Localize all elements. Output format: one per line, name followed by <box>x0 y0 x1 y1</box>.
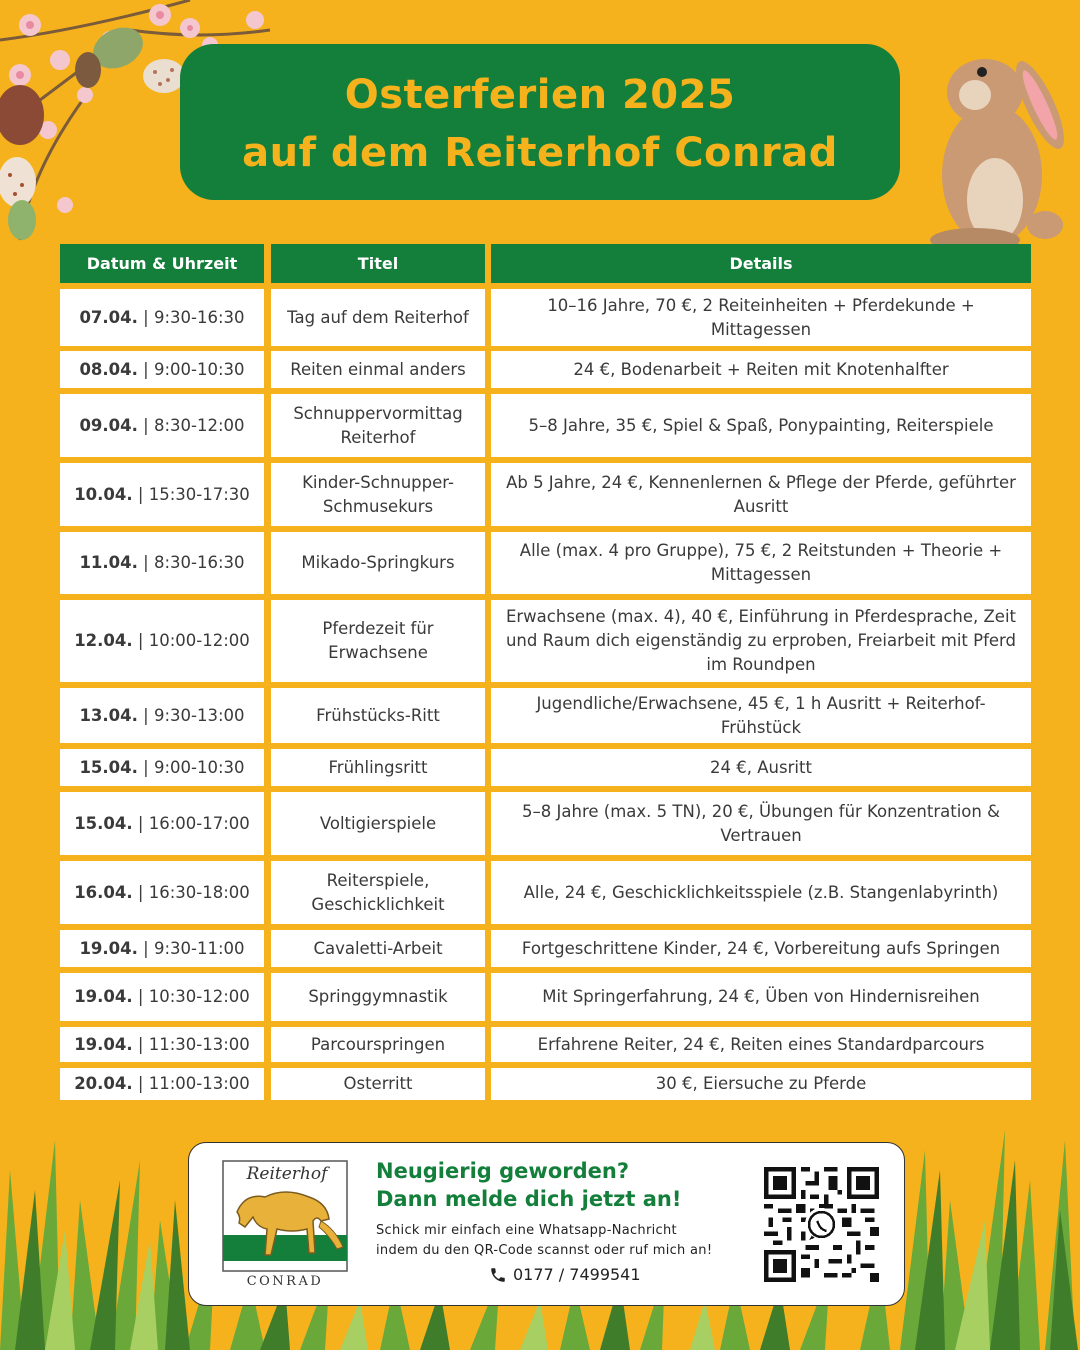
date: 19.04. <box>79 938 138 958</box>
contact-card <box>188 1142 905 1306</box>
page-title: Osterferien 2025 <box>344 72 736 118</box>
date: 08.04. <box>79 359 138 379</box>
date: 11.04. <box>79 553 138 572</box>
phone-icon <box>489 1266 507 1284</box>
time: | 9:30-13:00 <box>143 705 245 725</box>
date: 12.04. <box>74 631 133 650</box>
date-time-cell <box>60 532 264 594</box>
details-cell: Mit Springerfahrung, 24 €, Üben von Hindernisreihen <box>491 973 1031 1021</box>
phone-number[interactable]: 0177 / 7499541 <box>513 1265 641 1284</box>
date-time-cell <box>60 861 264 924</box>
reiterhof-conrad-logo <box>217 1157 352 1289</box>
title-cell: Cavaletti-Arbeit <box>271 930 485 967</box>
date: 15.04. <box>79 757 138 777</box>
table-row <box>60 1027 1031 1062</box>
details-cell: 30 €, Eiersuche zu Pferde <box>491 1068 1031 1100</box>
date-time-cell <box>60 351 264 388</box>
title-cell: Pferdezeit für Erwachsene <box>271 600 485 682</box>
date-time-cell <box>60 792 264 855</box>
table-row <box>60 394 1031 457</box>
date: 19.04. <box>74 1034 133 1054</box>
logo-bottom-text: CONRAD <box>246 1274 324 1289</box>
details-cell: Jugendliche/Erwachsene, 45 €, 1 h Ausritt + Reiterhof-Frühstück <box>491 688 1031 743</box>
time: | 11:30-13:00 <box>137 1034 250 1054</box>
details-cell: Fortgeschrittene Kinder, 24 €, Vorbereitung aufs Springen <box>491 930 1031 967</box>
title-cell: Voltigierspiele <box>271 792 485 855</box>
column-header-date: Datum & Uhrzeit <box>60 244 264 283</box>
details-cell: Erfahrene Reiter, 24 €, Reiten eines Standardparcours <box>491 1027 1031 1062</box>
table-row <box>60 532 1031 594</box>
date-time-cell <box>60 688 264 743</box>
details-cell: 10–16 Jahre, 70 €, 2 Reiteinheiten + Pferdekunde + Mittagessen <box>491 289 1031 346</box>
table-row <box>60 463 1031 526</box>
table-row <box>60 973 1031 1021</box>
details-cell: 24 €, Ausritt <box>491 749 1031 786</box>
date-time-cell <box>60 973 264 1021</box>
date: 15.04. <box>74 813 133 833</box>
logo-top-text: Reiterhof <box>246 1164 328 1184</box>
cta-headline: Neugierig geworden? <box>376 1159 630 1183</box>
date: 13.04. <box>79 705 138 725</box>
time: | 9:30-11:00 <box>143 938 245 958</box>
date-time-cell <box>60 1027 264 1062</box>
title-banner <box>180 44 900 200</box>
date-time-cell <box>60 749 264 786</box>
time: | 10:00-12:00 <box>137 631 250 650</box>
time: | 11:00-13:00 <box>137 1074 250 1093</box>
title-cell: Schnuppervormittag Reiterhof <box>271 394 485 457</box>
table-row <box>60 289 1031 346</box>
time: | 15:30-17:30 <box>137 484 250 504</box>
date-time-cell <box>60 1068 264 1100</box>
details-cell: 24 €, Bodenarbeit + Reiten mit Knotenhalfter <box>491 351 1031 388</box>
title-cell: Osterritt <box>271 1068 485 1100</box>
time: | 16:30-18:00 <box>137 882 250 902</box>
time: | 9:00-10:30 <box>143 359 245 379</box>
date-time-cell <box>60 463 264 526</box>
time: | 9:30-16:30 <box>143 307 245 327</box>
phone-contact[interactable] <box>489 1265 641 1284</box>
table-row <box>60 1068 1031 1100</box>
title-cell: Tag auf dem Reiterhof <box>271 289 485 346</box>
date: 19.04. <box>74 987 133 1006</box>
table-row <box>60 600 1031 682</box>
date: 10.04. <box>74 484 133 504</box>
table-row <box>60 749 1031 786</box>
title-cell: Springgymnastik <box>271 973 485 1021</box>
details-cell: 5–8 Jahre, 35 €, Spiel & Spaß, Ponypainting, Reiterspiele <box>491 394 1031 457</box>
column-header-title: Titel <box>271 244 485 283</box>
title-cell: Frühlingsritt <box>271 749 485 786</box>
title-cell: Parcourspringen <box>271 1027 485 1062</box>
title-cell: Reiterspiele, Geschicklichkeit <box>271 861 485 924</box>
title-cell: Reiten einmal anders <box>271 351 485 388</box>
qr-code[interactable] <box>764 1167 879 1282</box>
date: 16.04. <box>74 882 133 902</box>
table-row <box>60 792 1031 855</box>
column-header-details: Details <box>491 244 1031 283</box>
table-row <box>60 930 1031 967</box>
details-cell: Erwachsene (max. 4), 40 €, Einführung in Pferdesprache, Zeit und Raum dich eigenständig zu erproben, Freiarbeit mit Pferd im Roundpen <box>491 600 1031 682</box>
bunny-illustration <box>920 40 1070 255</box>
table-row <box>60 351 1031 388</box>
table-row <box>60 861 1031 924</box>
cta-subheadline: Dann melde dich jetzt an! <box>376 1187 682 1211</box>
title-cell: Frühstücks-Ritt <box>271 688 485 743</box>
details-cell: Alle (max. 4 pro Gruppe), 75 €, 2 Reitstunden + Theorie + Mittagessen <box>491 532 1031 594</box>
date-time-cell <box>60 289 264 346</box>
time: | 8:30-16:30 <box>143 553 245 572</box>
date: 07.04. <box>79 307 138 327</box>
title-cell: Mikado-Springkurs <box>271 532 485 594</box>
date: 20.04. <box>74 1074 133 1093</box>
whatsapp-icon <box>805 1208 838 1241</box>
title-cell: Kinder-Schnupper-Schmusekurs <box>271 463 485 526</box>
cta-body-text: Schick mir einfach eine Whatsapp-Nachricht indem du den QR-Code scannst oder ruf mich an! <box>376 1223 713 1258</box>
details-cell: Ab 5 Jahre, 24 €, Kennenlernen & Pflege der Pferde, geführter Ausritt <box>491 463 1031 526</box>
details-cell: 5–8 Jahre (max. 5 TN), 20 €, Übungen für Konzentration & Vertrauen <box>491 792 1031 855</box>
date-time-cell <box>60 930 264 967</box>
details-cell: Alle, 24 €, Geschicklichkeitsspiele (z.B. Stangenlabyrinth) <box>491 861 1031 924</box>
date-time-cell <box>60 394 264 457</box>
date: 09.04. <box>79 415 138 435</box>
date-time-cell <box>60 600 264 682</box>
time: | 16:00-17:00 <box>137 813 250 833</box>
page-subtitle: auf dem Reiterhof Conrad <box>242 130 838 176</box>
time: | 9:00-10:30 <box>143 757 245 777</box>
time: | 10:30-12:00 <box>137 987 250 1006</box>
time: | 8:30-12:00 <box>143 415 245 435</box>
table-row <box>60 688 1031 743</box>
